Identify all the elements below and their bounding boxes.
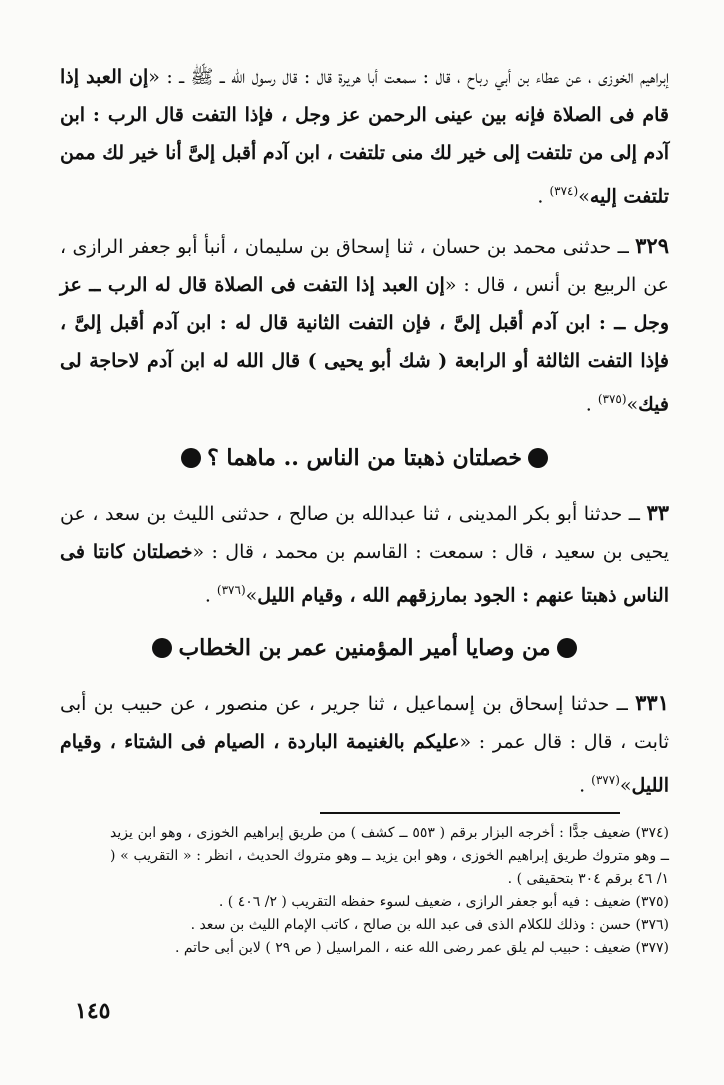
page-number: ١٤٥ bbox=[75, 998, 111, 1024]
footnote-376: (٣٧٦) حسن : وذلك للكلام الذى فى عبد الله بن صالح ، كاتب الإمام الليث بن سعد . bbox=[190, 917, 669, 933]
footnote-ref: (٣٧٧) bbox=[591, 772, 620, 787]
footnote-374: (٣٧٤) ضعيف جدًّا : أخرجه البزار برقم ( ٥٥٣ ــ كشف ) من طريق إبراهيم الخوزى ، وهو ابن يزيد ــ وهو متروك طريق إبراهيم الخوزى ، وهو ابن يزيد ــ وهو متروك الحديث ، انظر : « التقريب » ( ١/ ٤٦ برقم ٣٠٤ بتحقيقى ) . bbox=[110, 825, 669, 887]
quote-close: » bbox=[245, 583, 258, 606]
quote-close: » bbox=[578, 185, 590, 208]
period: . bbox=[579, 774, 592, 797]
period: . bbox=[537, 185, 550, 208]
section-heading-2 bbox=[60, 628, 669, 668]
page-body bbox=[60, 58, 669, 816]
paragraph-331 bbox=[60, 684, 669, 804]
hadith-text: خصلتان كانتا فى الناس ذهبتا عنهم : الجود بمارزقهم الله ، وقيام الليل bbox=[60, 540, 669, 606]
bullet-dot-icon bbox=[528, 448, 548, 468]
footnote-375: (٣٧٥) ضعيف : فيه أبو جعفر الرازى ، ضعيف لسوء حفظه التقريب ( ٢/ ٤٠٦ ) . bbox=[218, 894, 669, 910]
footnote-ref: (٣٧٦) bbox=[216, 582, 246, 597]
hadith-text: عليكم بالغنيمة الباردة ، الصيام فى الشتاء ، وقيام الليل bbox=[60, 730, 669, 797]
paragraph-329 bbox=[60, 227, 669, 423]
hadith-number: ٣٣ bbox=[646, 499, 669, 525]
hadith-text: إن العبد إذا التفت فى الصلاة قال له الرب ــ عز وجل ــ : ابن آدم أقبل إلىَّ ، فإن التفت الثانية قال له : ابن آدم أقبل إلىَّ ، فإذا التفت الثالثة أو الرابعة ( شك أبو يحيى ) قال الله له ابن آدم لاحاجة لى فيك bbox=[60, 274, 669, 416]
bullet-dot-icon bbox=[152, 638, 172, 658]
paragraph-hadith-intro bbox=[60, 58, 669, 215]
section-heading-1 bbox=[60, 438, 669, 478]
hadith-text: إن العبد إذا قام فى الصلاة فإنه بين عينى الرحمن عز وجل ، فإذا التفت قال الرب : ابن آدم إلى من تلتفت إلى خير لك منى تلتفت ، ابن آدم أقبل إلىَّ أنا خير لك ممن تلتفت إليه bbox=[60, 66, 669, 208]
period: . bbox=[585, 393, 598, 416]
narration-chain: ــ حدثنا إسحاق بن إسماعيل ، ثنا جرير ، عن منصور ، عن حبيب بن أبى ثابت ، قال : قال عمر : « bbox=[60, 692, 669, 753]
hadith-number: ٣٣١ bbox=[635, 689, 669, 715]
footnote-377: (٣٧٧) ضعيف : حبيب لم يلق عمر رضى الله عنه ، المراسيل ( ص ٢٩ ) لابن أبى حاتم . bbox=[174, 940, 669, 956]
narration-chain: ــ حدثنا أبو بكر المدينى ، ثنا عبدالله بن صالح ، حدثنى الليث بن سعد ، عن يحيى بن سعيد ، قال : سمعت : القاسم بن محمد ، قال : « bbox=[60, 502, 670, 563]
footnote-ref: (٣٧٥) bbox=[597, 392, 627, 407]
hadith-number: ٣٢٩ bbox=[635, 233, 669, 259]
quote-close: » bbox=[619, 774, 632, 797]
bullet-dot-icon bbox=[181, 448, 201, 468]
period: . bbox=[204, 583, 217, 606]
footnotes bbox=[110, 822, 669, 960]
footnote-divider bbox=[320, 812, 620, 814]
narration-chain: ــ حدثنى محمد بن حسان ، ثنا إسحاق بن سليمان ، أنبأ أبو جعفر الرازى ، عن الربيع بن أنس ، قال : « bbox=[60, 236, 669, 297]
heading-text: من وصايا أمير المؤمنين عمر بن الخطاب bbox=[178, 634, 551, 661]
narration-chain: إبراهيم الخوزى ، عن عطاء بن أبي رباح ، قال : سمعت أبا هريرة قال : قال رسول الله ــ ﷺ ــ : « bbox=[148, 66, 669, 88]
paragraph-330 bbox=[60, 494, 669, 614]
quote-close: » bbox=[626, 393, 639, 416]
heading-text: خصلتان ذهبتا من الناس .. ماهما ؟ bbox=[207, 444, 522, 471]
bullet-dot-icon bbox=[557, 638, 577, 658]
footnote-ref: (٣٧٤) bbox=[549, 184, 579, 198]
